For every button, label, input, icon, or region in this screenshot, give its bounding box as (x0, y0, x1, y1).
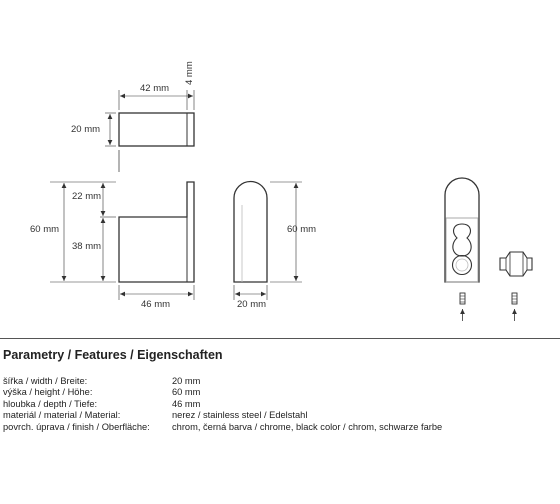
feature-value: nerez / stainless steel / Edelstahl (172, 410, 308, 421)
features-table (3, 376, 553, 433)
feature-label: povrch. úprava / finish / Oberfläche: (3, 421, 150, 432)
mount-keyhole (453, 224, 471, 256)
dowel-left (460, 293, 465, 304)
feature-label: výška / height / Höhe: (3, 387, 93, 398)
mount-body-outline (445, 178, 479, 282)
top-view (105, 90, 194, 146)
mount-insert (446, 218, 478, 282)
feature-value: 20 mm (172, 376, 201, 386)
feature-label: hloubka / depth / Tiefe: (3, 398, 98, 409)
label-front-total: 60 mm (30, 224, 60, 235)
feature-row-width (3, 376, 553, 387)
feature-row-finish (3, 422, 553, 433)
feature-value: chrom, černá barva / chrome, black color / chrom, schwarze farbe (172, 421, 443, 432)
feature-label: materiál / material / Material: (3, 410, 121, 421)
feature-row-height (3, 387, 553, 398)
side-view-outline (234, 182, 267, 282)
label-front-lower: 38 mm (72, 241, 102, 252)
section-divider (0, 338, 560, 339)
label-side-width: 20 mm (237, 299, 267, 310)
feature-row-material (3, 410, 553, 421)
feature-value: 60 mm (172, 387, 201, 398)
label-top-width: 42 mm (140, 83, 170, 94)
label-front-width: 46 mm (141, 299, 171, 310)
front-view-outline (119, 182, 194, 282)
label-side-height: 60 mm (287, 224, 317, 235)
feature-row-depth (3, 399, 553, 410)
features-heading: Parametry / Features / Eigenschaften (3, 348, 223, 362)
feature-value: 46 mm (172, 398, 201, 409)
mounting-detail (445, 178, 532, 321)
label-top-height: 20 mm (71, 124, 101, 135)
label-top-thickness: 4 mm (184, 61, 195, 85)
feature-label: šířka / width / Breite: (3, 376, 88, 386)
top-view-outline (119, 113, 194, 146)
mount-hole (453, 256, 472, 275)
side-view (234, 182, 302, 300)
label-front-upper: 22 mm (72, 191, 102, 202)
dowel-right (512, 293, 517, 304)
